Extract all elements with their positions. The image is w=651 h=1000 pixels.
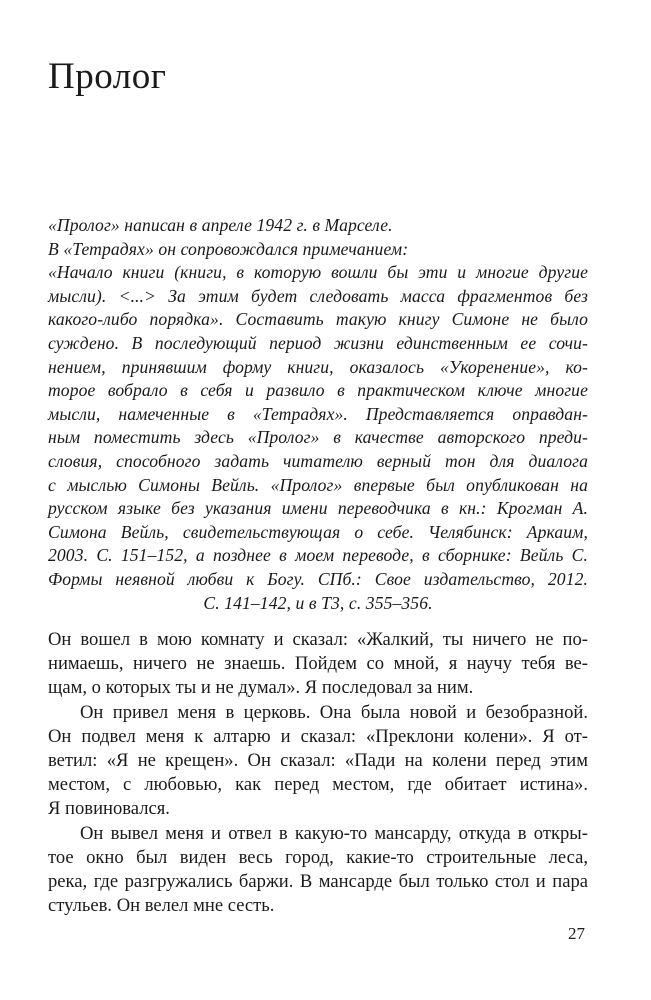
note-line: с мыслью Симоны Вейль. «Пролог» впервые был опубликован на bbox=[48, 474, 588, 495]
note-line: «Начало книги (книги, в которую вошли бы эти и многие другие bbox=[48, 262, 588, 283]
body-line: стульев. Он велел мне сесть. bbox=[48, 895, 275, 917]
body-line: тое окно был виден весь город, какие-то строительные леса, bbox=[48, 846, 588, 868]
body-line: щам, о которых ты и не думал». Я последовал за ним. bbox=[48, 677, 474, 699]
body-line: Он вошел в мою комнату и сказал: «Жалкий, ты ничего не по- bbox=[48, 629, 588, 650]
body-line: Он привел меня в церковь. Она была новой и безобразной. bbox=[80, 701, 588, 723]
editor-note bbox=[48, 214, 588, 615]
body-line: река, где разгружались баржи. В мансарде был только стол и пара bbox=[48, 871, 588, 893]
note-line: какого-либо порядка». Составить такую книгу Симоне не было bbox=[48, 309, 588, 330]
main-text bbox=[48, 628, 588, 918]
note-line: русском языке без указания имени переводчика в кн.: Крогман А. bbox=[48, 498, 588, 519]
note-line: Формы неявной любви к Богу. СПб.: Свое издательство, 2012. bbox=[48, 568, 588, 589]
body-line: Он вывел меня и отвел в какую-то мансарду, откуда в откры- bbox=[80, 822, 588, 844]
note-line: ным поместить здесь «Пролог» в качестве авторского преди- bbox=[48, 427, 588, 448]
page-number: 27 bbox=[568, 924, 585, 943]
body-line: ветил: «Я не крещен». Он сказал: «Пади на колени перед этим bbox=[48, 750, 588, 772]
body-line: нимаешь, ничего не знаешь. Пойдем со мной, я научу тебя ве- bbox=[48, 653, 588, 675]
note-line: мысли). <...> За этим будет следовать масса фрагментов без bbox=[48, 285, 588, 306]
note-line: суждено. В последующий период жизни единственным ее сочи- bbox=[48, 332, 588, 353]
note-line: Симона Вейль, свидетельствующая о себе. Челябинск: Аркаим, bbox=[48, 521, 588, 542]
note-line: нением, принявшим форму книги, оказалось «Укоренение», ко- bbox=[48, 356, 588, 377]
body-line: Я повиновался. bbox=[48, 798, 170, 820]
note-line: торое вобрало в себя и развило в практическом ключе многие bbox=[48, 380, 588, 401]
body-line: местом, с любовью, как перед местом, где обитает истина». bbox=[48, 774, 588, 796]
note-line: С. 141–142, и в Т3, с. 355–356. bbox=[203, 592, 433, 613]
note-line: 2003. С. 151–152, а позднее в моем переводе, в сборнике: Вейль С. bbox=[48, 545, 588, 566]
note-line: словия, способного задать читателю верный тон для диалога bbox=[48, 450, 588, 471]
note-line: мысли, намеченные в «Тетрадях». Представляется оправдан- bbox=[48, 403, 588, 424]
chapter-title: Пролог bbox=[48, 56, 167, 97]
body-line: Он подвел меня к алтарю и сказал: «Преклони колени». Я от- bbox=[48, 725, 588, 747]
note-line: «Пролог» написан в апреле 1942 г. в Марселе. bbox=[48, 215, 393, 235]
note-line: В «Тетрадях» он сопровождался примечанием: bbox=[48, 238, 409, 259]
